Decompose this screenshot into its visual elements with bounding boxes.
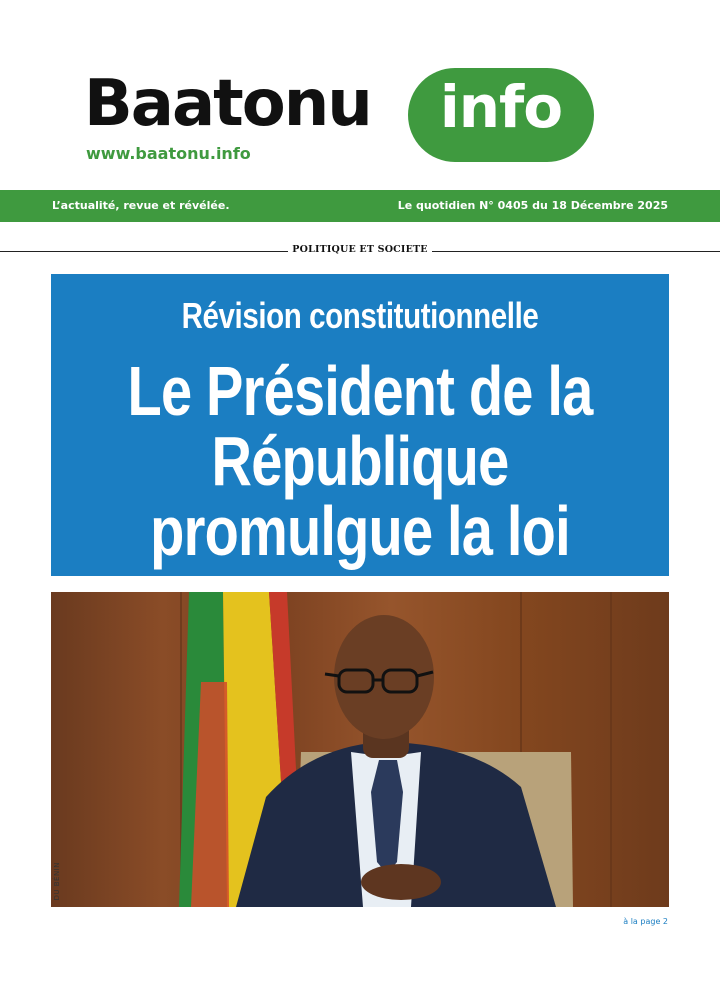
site-url[interactable]: www.baatonu.info [86,144,251,163]
headline-line-3: promulgue la loi [150,492,570,570]
rule-line-right [432,251,720,252]
logo-pill [408,68,594,162]
photo-credit: DU BÉNIN [53,862,61,901]
logo-pill-text: info [439,73,563,141]
continue-link[interactable]: à la page 2 [623,917,668,926]
lead-photo [51,592,669,907]
headline-box [51,274,669,576]
tagline-band [0,190,720,222]
rule-line-left [0,251,288,252]
headline-line-1: Le Président de la [127,352,593,430]
headline-kicker: Révision constitutionnelle [181,295,539,336]
section-label: POLITIQUE ET SOCIETE [292,244,428,255]
issue-info: Le quotidien N° 0405 du 18 Décembre 2025 [397,199,668,212]
tagline: L’actualité, revue et révélée. [52,199,230,212]
logo-brand: Baatonu [84,67,371,141]
section-rule [0,240,720,262]
masthead [84,68,604,174]
headline [113,352,607,570]
headline-line-2: République [211,422,509,500]
photo-illustration [51,592,669,907]
